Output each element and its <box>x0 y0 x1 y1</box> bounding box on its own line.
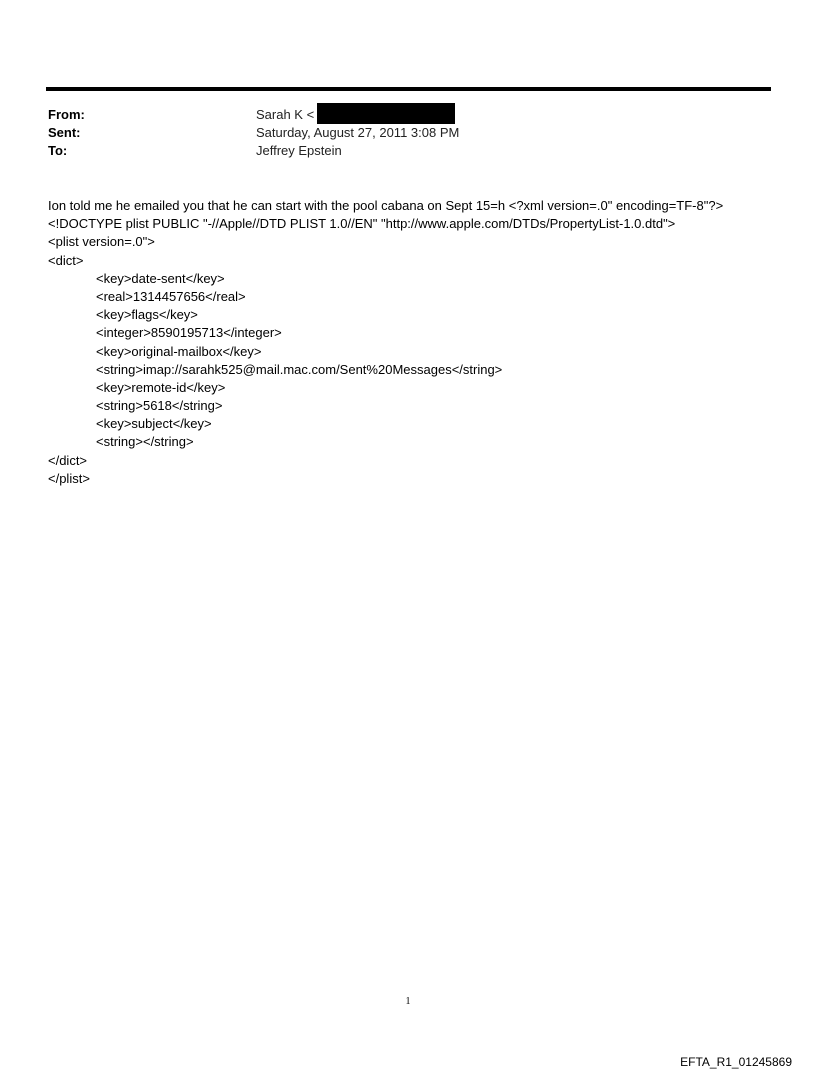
to-value: Jeffrey Epstein <box>256 143 342 158</box>
body-line: <string>5618</string> <box>96 398 223 414</box>
email-header <box>48 106 768 160</box>
body-line: <key>flags</key> <box>96 307 198 323</box>
body-line: Ion told me he emailed you that he can start with the pool cabana on Sept 15=h <?xml version=.0" encoding=TF-8"?> <box>48 198 724 213</box>
sender-name: Sarah K < <box>256 107 315 122</box>
sent-row <box>48 124 768 142</box>
redaction-box <box>317 103 455 124</box>
body-line: </plist> <box>48 470 90 486</box>
body-line: <integer>8590195713</integer> <box>96 325 282 341</box>
body-line: <real>1314457656</real> <box>96 288 246 304</box>
body-line: </dict> <box>48 452 88 468</box>
body-line: <string>imap://sarahk525@mail.mac.com/Sent%20Messages</string> <box>96 361 503 377</box>
to-row <box>48 142 768 160</box>
email-body <box>48 197 788 488</box>
body-line: <!DOCTYPE plist PUBLIC "-//Apple//DTD PLIST 1.0//EN" "http://www.apple.com/DTDs/PropertyList-1.0.dtd"> <box>48 216 676 232</box>
page-number: 1 <box>405 996 411 1007</box>
body-line: <plist version=.0"> <box>48 234 155 250</box>
from-label: From: <box>48 107 85 122</box>
sent-value: Saturday, August 27, 2011 3:08 PM <box>256 125 460 140</box>
body-line: <key>original-mailbox</key> <box>96 343 262 359</box>
body-line: <dict> <box>48 252 84 268</box>
bates-number: EFTA_R1_01245869 <box>680 1055 792 1069</box>
body-line: <string></string> <box>96 434 194 450</box>
header-divider <box>46 87 771 91</box>
from-value <box>256 106 455 124</box>
body-line: <key>remote-id</key> <box>96 379 226 395</box>
body-line: <key>date-sent</key> <box>96 270 225 286</box>
sent-label: Sent: <box>48 125 81 140</box>
to-label: To: <box>48 143 68 158</box>
from-row <box>48 106 768 124</box>
body-line: <key>subject</key> <box>96 416 212 432</box>
